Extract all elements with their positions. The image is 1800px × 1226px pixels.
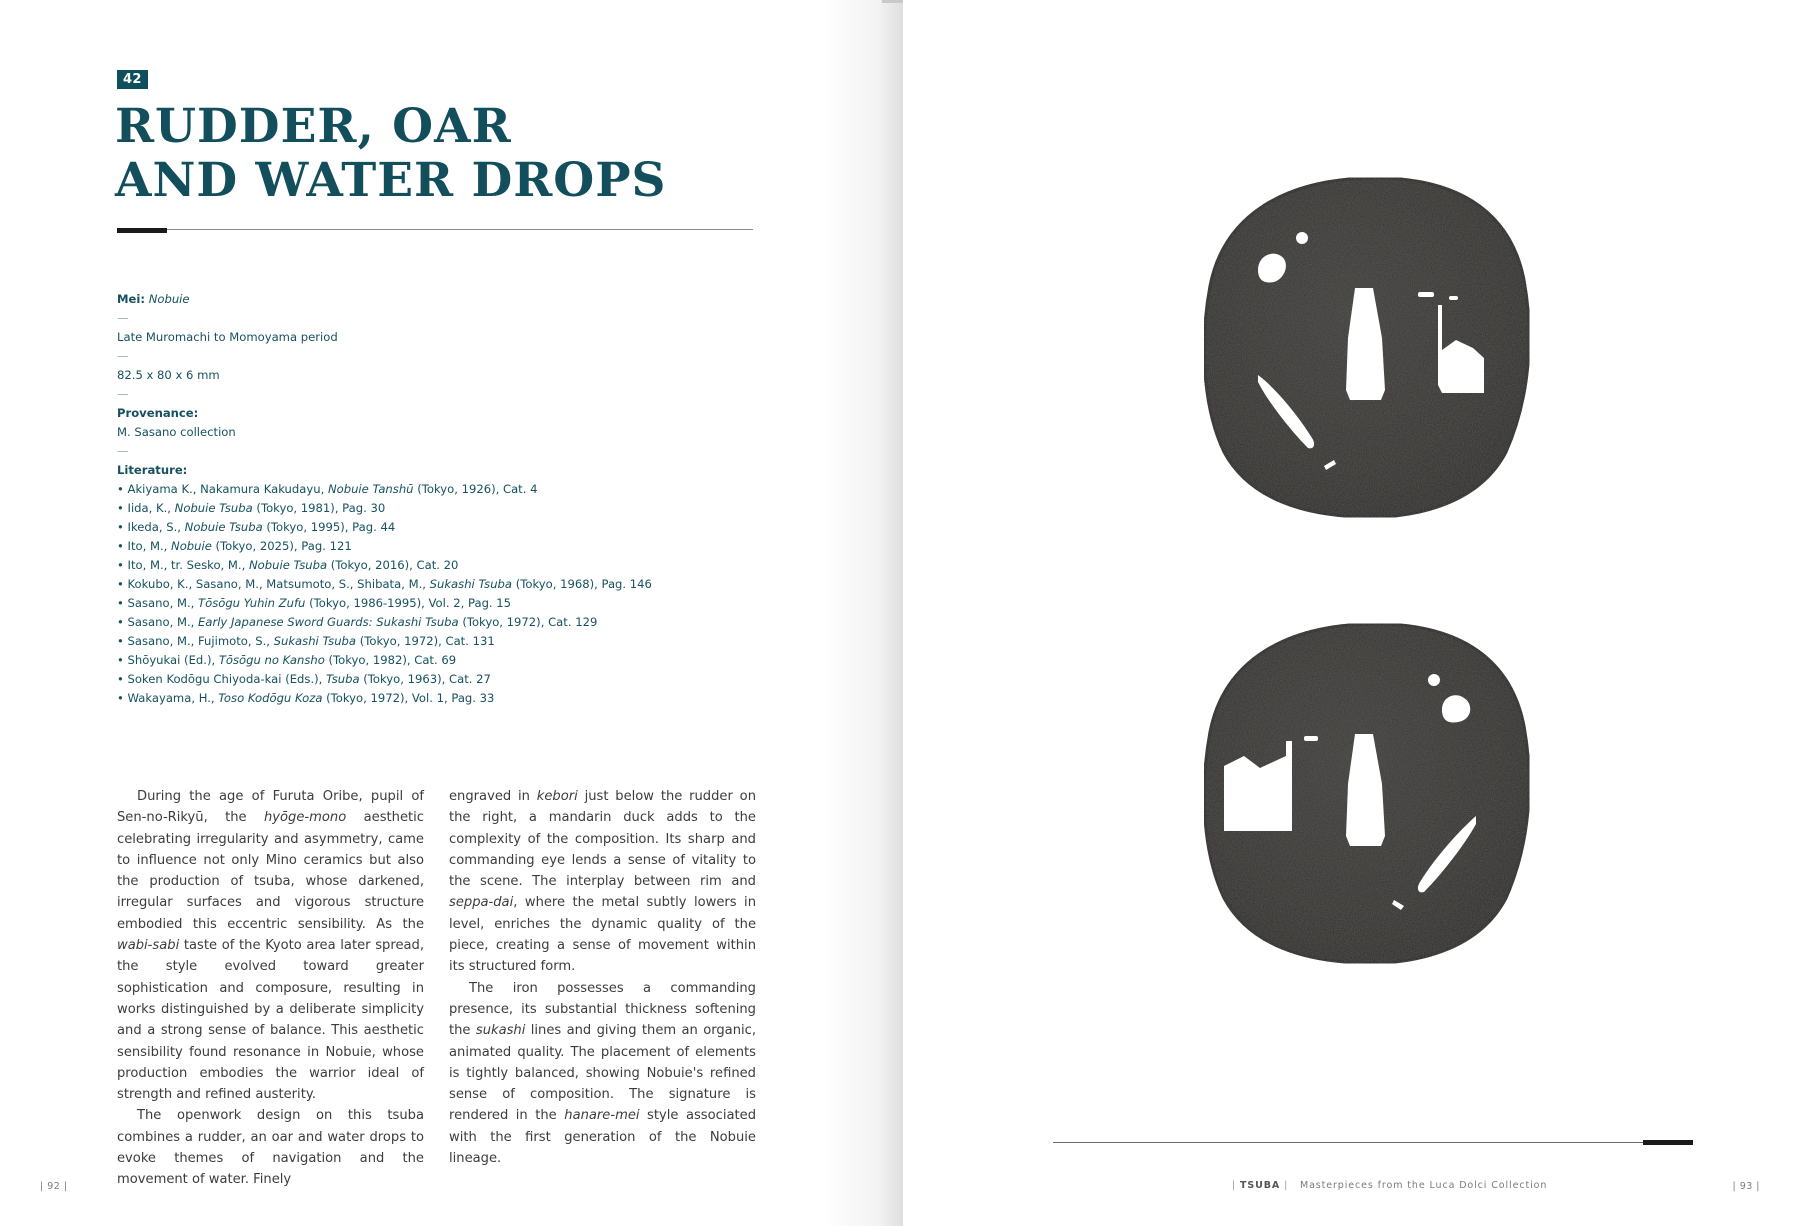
separator: — xyxy=(117,444,129,458)
essay-column-right xyxy=(449,786,756,1191)
title-divider-accent xyxy=(117,228,167,233)
spine-shadow xyxy=(823,0,903,1226)
period: Late Muromachi to Momoyama period xyxy=(117,330,338,344)
literature-item: • Iida, K., Nobuie Tsuba (Tokyo, 1981), Pag. 30 xyxy=(117,501,386,515)
book-title: TSUBA xyxy=(1240,1180,1281,1191)
literature-item: • Sasano, M., Fujimoto, S., Sukashi Tsuba (Tokyo, 1972), Cat. 131 xyxy=(117,634,495,648)
literature-label: Literature: xyxy=(117,463,188,477)
hitsu-opening xyxy=(1449,296,1458,300)
tsuba-back-image xyxy=(1198,616,1538,966)
book-subtitle: Masterpieces from the Luca Dolci Collection xyxy=(1299,1180,1548,1191)
literature-item: • Wakayama, H., Toso Kodōgu Koza (Tokyo, 1972), Vol. 1, Pag. 33 xyxy=(117,691,495,705)
hitsu-opening xyxy=(1304,736,1318,741)
catalogue-number-badge: 42 xyxy=(117,70,148,89)
footer-divider xyxy=(1053,1142,1693,1143)
page-number-left: | 92 | xyxy=(40,1181,68,1192)
object-details xyxy=(117,290,757,708)
essay-paragraph: engraved in kebori just below the rudder on the right, a mandarin duck adds to the complexity of the composition. Its sharp and commanding eye lends a sense of vitality to the scene. The interplay between rim and seppa-dai, where the metal subtly lowers in level, enriches the dynamic quality of the piece, creating a sense of movement within its structured form. xyxy=(449,789,756,975)
separator: — xyxy=(117,349,129,363)
mei-value: Nobuie xyxy=(148,292,190,306)
literature-item: • Ito, M., tr. Sesko, M., Nobuie Tsuba (Tokyo, 2016), Cat. 20 xyxy=(117,558,459,572)
water-drop-opening xyxy=(1296,232,1308,244)
essay-paragraph: The iron possesses a commanding presence, its substantial thickness softening the sukashi lines and giving them an organic, animated quality. The placement of elements is tightly balanced, showing Nobuie's refined sense of composition. The signature is rendered in the hanare-mei style associated with the first generation of the Nobuie lineage. xyxy=(449,980,757,1167)
literature-item: • Sasano, M., Tōsōgu Yuhin Zufu (Tokyo, 1986-1995), Vol. 2, Pag. 15 xyxy=(117,596,512,610)
essay-paragraph: The openwork design on this tsuba combines a rudder, an oar and water drops to evoke themes of navigation and the movement of water. Finely xyxy=(117,1108,424,1188)
essay-text xyxy=(117,786,757,1191)
footer-divider-accent xyxy=(1643,1140,1693,1145)
essay-column-left xyxy=(117,786,424,1191)
page-number-right: | 93 | xyxy=(1732,1181,1760,1192)
water-drop-opening xyxy=(1428,674,1440,686)
literature-item: • Kokubo, K., Sasano, M., Matsumoto, S., Shibata, M., Sukashi Tsuba (Tokyo, 1968), Pag. 146 xyxy=(117,577,652,591)
provenance-label: Provenance: xyxy=(117,406,199,420)
running-header: | TSUBA | Masterpieces from the Luca Dolci Collection xyxy=(1232,1180,1548,1191)
hitsu-opening xyxy=(1418,292,1434,297)
literature-item: • Ito, M., Nobuie (Tokyo, 2025), Pag. 121 xyxy=(117,539,352,553)
literature-item: • Akiyama K., Nakamura Kakudayu, Nobuie Tanshū (Tokyo, 1926), Cat. 4 xyxy=(117,482,538,496)
title-divider xyxy=(117,229,753,230)
literature-list xyxy=(117,480,757,708)
literature-item: • Soken Kodōgu Chiyoda-kai (Eds.), Tsuba (Tokyo, 1963), Cat. 27 xyxy=(117,672,491,686)
literature-item: • Ikeda, S., Nobuie Tsuba (Tokyo, 1995), Pag. 44 xyxy=(117,520,396,534)
mei-label: Mei: xyxy=(117,292,146,306)
tsuba-front-image xyxy=(1198,170,1538,520)
separator: — xyxy=(117,387,129,401)
title-line-1: RUDDER, OAR xyxy=(115,99,512,154)
signature-row xyxy=(117,290,757,309)
provenance-value: M. Sasano collection xyxy=(117,425,236,439)
literature-item: • Shōyukai (Ed.), Tōsōgu no Kansho (Tokyo, 1982), Cat. 69 xyxy=(117,653,457,667)
essay-paragraph: During the age of Furuta Oribe, pupil of Sen-no-Rikyū, the hyōge-mono aesthetic celebrating irregularity and asymmetry, came to influence not only Mino ceramics but also the production of tsuba, whose darkened, irregular surfaces and vigorous structure embodied this eccentric sensibility. As the wabi-sabi taste of the Kyoto area later spread, the style evolved toward greater sophistication and composure, resulting in works distinguished by a deliberate simplicity and a strong sense of balance. This aesthetic sensibility found resonance in Nobuie, whose production embodies the warrior ideal of strength and refined austerity. xyxy=(117,789,424,1103)
page-title xyxy=(115,100,795,208)
title-line-2: AND WATER DROPS xyxy=(115,153,667,208)
dimensions: 82.5 x 80 x 6 mm xyxy=(117,368,220,382)
separator: — xyxy=(117,311,129,325)
literature-item: • Sasano, M., Early Japanese Sword Guards: Sukashi Tsuba (Tokyo, 1972), Cat. 129 xyxy=(117,615,598,629)
